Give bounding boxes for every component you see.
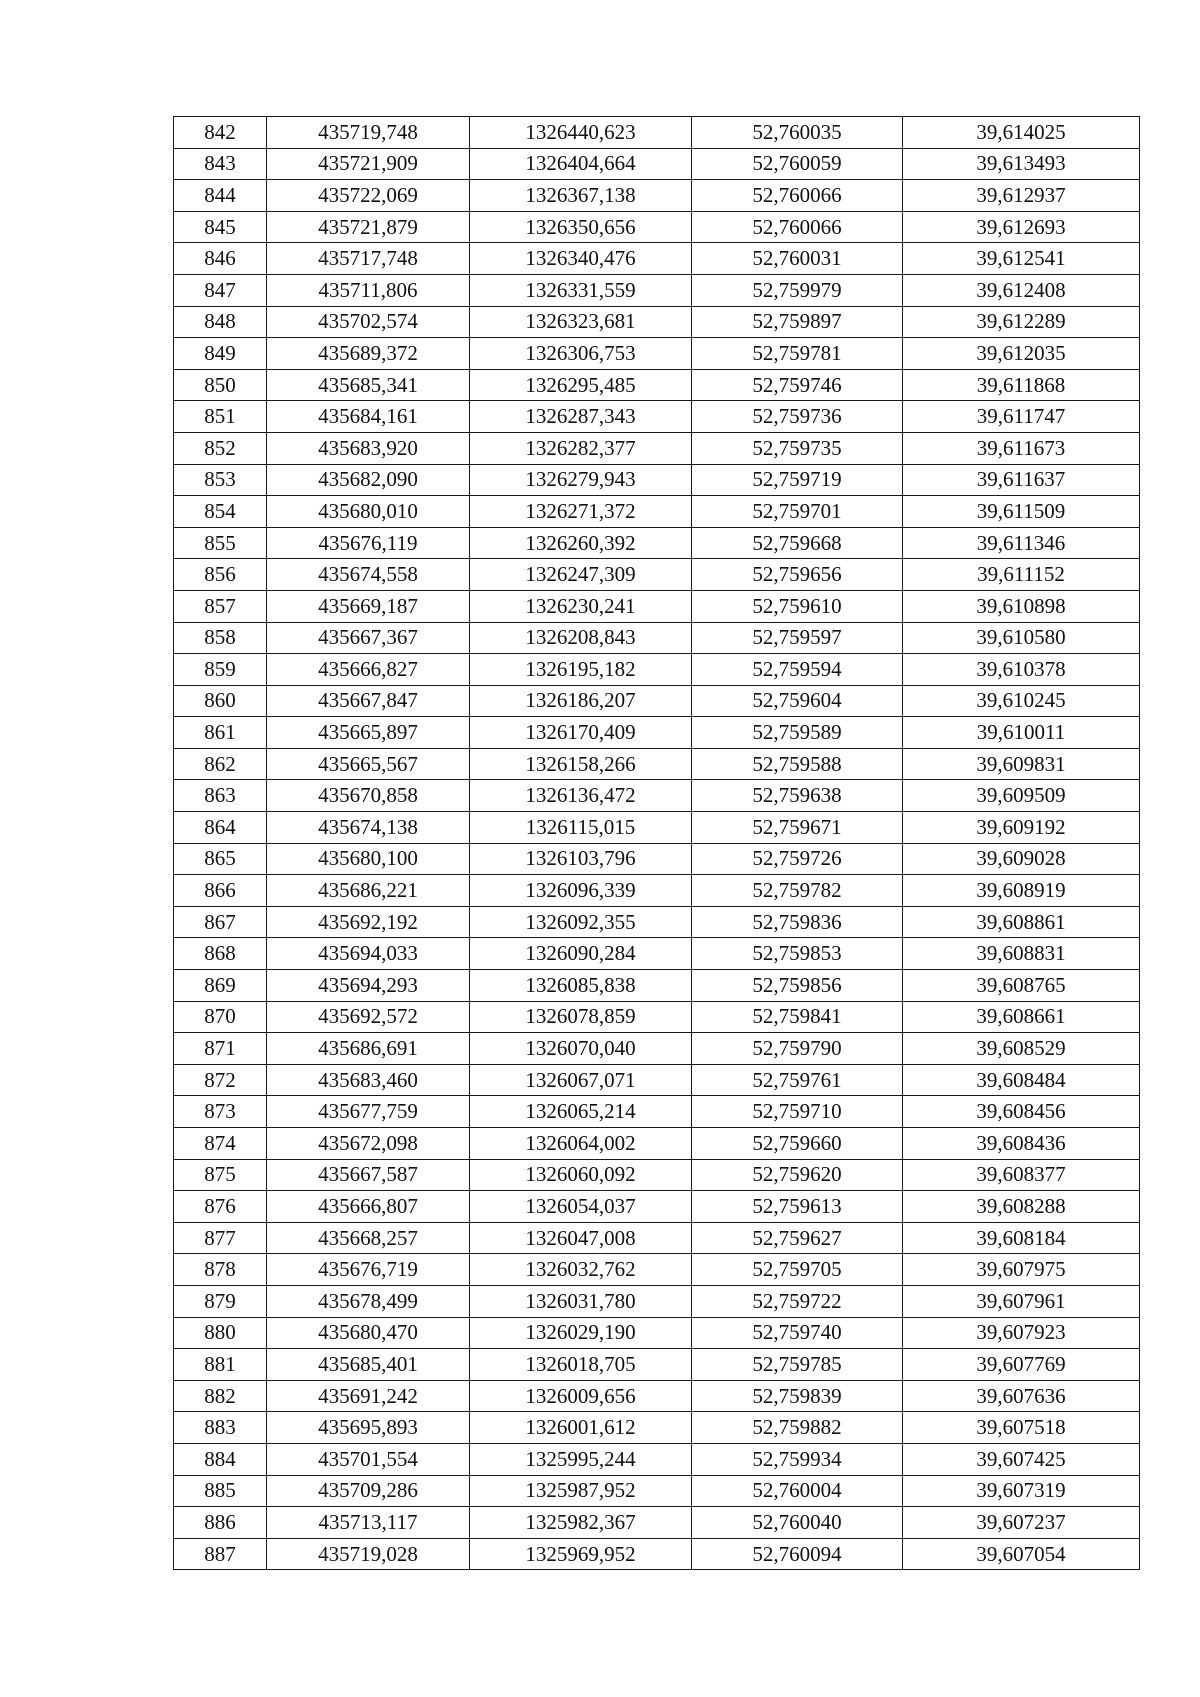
- latitude-cell: 52,759856: [692, 970, 903, 1002]
- x-coordinate-cell: 435665,897: [267, 717, 470, 749]
- longitude-cell: 39,608288: [903, 1191, 1140, 1223]
- longitude-cell: 39,611673: [903, 432, 1140, 464]
- x-coordinate-cell: 435670,858: [267, 780, 470, 812]
- latitude-cell: 52,759736: [692, 401, 903, 433]
- longitude-cell: 39,612693: [903, 211, 1140, 243]
- y-coordinate-cell: 1325995,244: [470, 1443, 692, 1475]
- y-coordinate-cell: 1326367,138: [470, 180, 692, 212]
- latitude-cell: 52,759853: [692, 938, 903, 970]
- point-number-cell: 872: [174, 1064, 267, 1096]
- latitude-cell: 52,759627: [692, 1222, 903, 1254]
- table-row: [174, 401, 1140, 433]
- x-coordinate-cell: 435719,748: [267, 117, 470, 149]
- point-number-cell: 869: [174, 970, 267, 1002]
- x-coordinate-cell: 435709,286: [267, 1475, 470, 1507]
- y-coordinate-cell: 1326067,071: [470, 1064, 692, 1096]
- table-row: [174, 812, 1140, 844]
- longitude-cell: 39,607319: [903, 1475, 1140, 1507]
- longitude-cell: 39,608456: [903, 1096, 1140, 1128]
- table-row: [174, 1254, 1140, 1286]
- y-coordinate-cell: 1326247,309: [470, 559, 692, 591]
- point-number-cell: 853: [174, 464, 267, 496]
- y-coordinate-cell: 1326195,182: [470, 654, 692, 686]
- longitude-cell: 39,612937: [903, 180, 1140, 212]
- y-coordinate-cell: 1326078,859: [470, 1001, 692, 1033]
- longitude-cell: 39,610378: [903, 654, 1140, 686]
- point-number-cell: 864: [174, 812, 267, 844]
- longitude-cell: 39,614025: [903, 117, 1140, 149]
- x-coordinate-cell: 435667,367: [267, 622, 470, 654]
- point-number-cell: 844: [174, 180, 267, 212]
- point-number-cell: 875: [174, 1159, 267, 1191]
- y-coordinate-cell: 1326260,392: [470, 527, 692, 559]
- table-row: [174, 1443, 1140, 1475]
- table-row: [174, 622, 1140, 654]
- y-coordinate-cell: 1326054,037: [470, 1191, 692, 1223]
- latitude-cell: 52,759701: [692, 496, 903, 528]
- point-number-cell: 874: [174, 1128, 267, 1160]
- point-number-cell: 866: [174, 875, 267, 907]
- table-row: [174, 117, 1140, 149]
- latitude-cell: 52,760066: [692, 211, 903, 243]
- x-coordinate-cell: 435669,187: [267, 590, 470, 622]
- latitude-cell: 52,759588: [692, 748, 903, 780]
- latitude-cell: 52,759836: [692, 906, 903, 938]
- longitude-cell: 39,607237: [903, 1507, 1140, 1539]
- latitude-cell: 52,759660: [692, 1128, 903, 1160]
- x-coordinate-cell: 435692,572: [267, 1001, 470, 1033]
- y-coordinate-cell: 1326047,008: [470, 1222, 692, 1254]
- y-coordinate-cell: 1326271,372: [470, 496, 692, 528]
- x-coordinate-cell: 435680,010: [267, 496, 470, 528]
- longitude-cell: 39,610245: [903, 685, 1140, 717]
- latitude-cell: 52,760035: [692, 117, 903, 149]
- table-row: [174, 496, 1140, 528]
- x-coordinate-cell: 435694,293: [267, 970, 470, 1002]
- table-row: [174, 1064, 1140, 1096]
- latitude-cell: 52,759761: [692, 1064, 903, 1096]
- longitude-cell: 39,611868: [903, 369, 1140, 401]
- table-row: [174, 938, 1140, 970]
- longitude-cell: 39,612035: [903, 338, 1140, 370]
- longitude-cell: 39,611509: [903, 496, 1140, 528]
- y-coordinate-cell: 1326350,656: [470, 211, 692, 243]
- y-coordinate-cell: 1326136,472: [470, 780, 692, 812]
- x-coordinate-cell: 435721,909: [267, 148, 470, 180]
- point-number-cell: 881: [174, 1349, 267, 1381]
- point-number-cell: 870: [174, 1001, 267, 1033]
- table-row: [174, 1222, 1140, 1254]
- point-number-cell: 885: [174, 1475, 267, 1507]
- longitude-cell: 39,608861: [903, 906, 1140, 938]
- point-number-cell: 862: [174, 748, 267, 780]
- x-coordinate-cell: 435680,470: [267, 1317, 470, 1349]
- table-row: [174, 590, 1140, 622]
- table-row: [174, 464, 1140, 496]
- x-coordinate-cell: 435676,119: [267, 527, 470, 559]
- point-number-cell: 857: [174, 590, 267, 622]
- y-coordinate-cell: 1326018,705: [470, 1349, 692, 1381]
- y-coordinate-cell: 1326186,207: [470, 685, 692, 717]
- point-number-cell: 856: [174, 559, 267, 591]
- y-coordinate-cell: 1326065,214: [470, 1096, 692, 1128]
- x-coordinate-cell: 435677,759: [267, 1096, 470, 1128]
- y-coordinate-cell: 1325982,367: [470, 1507, 692, 1539]
- x-coordinate-cell: 435672,098: [267, 1128, 470, 1160]
- longitude-cell: 39,612289: [903, 306, 1140, 338]
- x-coordinate-cell: 435721,879: [267, 211, 470, 243]
- coordinates-table: [173, 116, 1140, 1570]
- table-row: [174, 369, 1140, 401]
- latitude-cell: 52,759705: [692, 1254, 903, 1286]
- x-coordinate-cell: 435694,033: [267, 938, 470, 970]
- table-row: [174, 1128, 1140, 1160]
- point-number-cell: 868: [174, 938, 267, 970]
- point-number-cell: 855: [174, 527, 267, 559]
- latitude-cell: 52,759620: [692, 1159, 903, 1191]
- table-row: [174, 1317, 1140, 1349]
- point-number-cell: 873: [174, 1096, 267, 1128]
- x-coordinate-cell: 435686,221: [267, 875, 470, 907]
- longitude-cell: 39,608184: [903, 1222, 1140, 1254]
- latitude-cell: 52,760059: [692, 148, 903, 180]
- latitude-cell: 52,759719: [692, 464, 903, 496]
- latitude-cell: 52,759597: [692, 622, 903, 654]
- point-number-cell: 871: [174, 1033, 267, 1065]
- table-row: [174, 970, 1140, 1002]
- table-row: [174, 1507, 1140, 1539]
- longitude-cell: 39,607975: [903, 1254, 1140, 1286]
- latitude-cell: 52,759656: [692, 559, 903, 591]
- latitude-cell: 52,759604: [692, 685, 903, 717]
- y-coordinate-cell: 1326032,762: [470, 1254, 692, 1286]
- point-number-cell: 851: [174, 401, 267, 433]
- x-coordinate-cell: 435689,372: [267, 338, 470, 370]
- latitude-cell: 52,759638: [692, 780, 903, 812]
- x-coordinate-cell: 435674,138: [267, 812, 470, 844]
- latitude-cell: 52,759897: [692, 306, 903, 338]
- coordinates-table-body: [174, 117, 1140, 1570]
- latitude-cell: 52,759594: [692, 654, 903, 686]
- table-row: [174, 527, 1140, 559]
- table-row: [174, 654, 1140, 686]
- x-coordinate-cell: 435676,719: [267, 1254, 470, 1286]
- longitude-cell: 39,607425: [903, 1443, 1140, 1475]
- longitude-cell: 39,609192: [903, 812, 1140, 844]
- longitude-cell: 39,611637: [903, 464, 1140, 496]
- latitude-cell: 52,759735: [692, 432, 903, 464]
- latitude-cell: 52,760040: [692, 1507, 903, 1539]
- longitude-cell: 39,610580: [903, 622, 1140, 654]
- latitude-cell: 52,759610: [692, 590, 903, 622]
- longitude-cell: 39,608436: [903, 1128, 1140, 1160]
- point-number-cell: 860: [174, 685, 267, 717]
- longitude-cell: 39,611747: [903, 401, 1140, 433]
- x-coordinate-cell: 435722,069: [267, 180, 470, 212]
- point-number-cell: 887: [174, 1538, 267, 1570]
- longitude-cell: 39,607769: [903, 1349, 1140, 1381]
- table-row: [174, 780, 1140, 812]
- table-row: [174, 243, 1140, 275]
- y-coordinate-cell: 1325969,952: [470, 1538, 692, 1570]
- latitude-cell: 52,759790: [692, 1033, 903, 1065]
- table-row: [174, 1001, 1140, 1033]
- x-coordinate-cell: 435702,574: [267, 306, 470, 338]
- table-row: [174, 338, 1140, 370]
- y-coordinate-cell: 1326295,485: [470, 369, 692, 401]
- longitude-cell: 39,608661: [903, 1001, 1140, 1033]
- x-coordinate-cell: 435685,341: [267, 369, 470, 401]
- longitude-cell: 39,609509: [903, 780, 1140, 812]
- y-coordinate-cell: 1326282,377: [470, 432, 692, 464]
- x-coordinate-cell: 435713,117: [267, 1507, 470, 1539]
- latitude-cell: 52,759841: [692, 1001, 903, 1033]
- x-coordinate-cell: 435667,847: [267, 685, 470, 717]
- x-coordinate-cell: 435684,161: [267, 401, 470, 433]
- latitude-cell: 52,759722: [692, 1285, 903, 1317]
- longitude-cell: 39,608765: [903, 970, 1140, 1002]
- longitude-cell: 39,612408: [903, 274, 1140, 306]
- point-number-cell: 854: [174, 496, 267, 528]
- y-coordinate-cell: 1326230,241: [470, 590, 692, 622]
- y-coordinate-cell: 1326279,943: [470, 464, 692, 496]
- x-coordinate-cell: 435667,587: [267, 1159, 470, 1191]
- latitude-cell: 52,759746: [692, 369, 903, 401]
- table-row: [174, 1475, 1140, 1507]
- point-number-cell: 882: [174, 1380, 267, 1412]
- latitude-cell: 52,759613: [692, 1191, 903, 1223]
- table-row: [174, 875, 1140, 907]
- x-coordinate-cell: 435665,567: [267, 748, 470, 780]
- latitude-cell: 52,759979: [692, 274, 903, 306]
- point-number-cell: 867: [174, 906, 267, 938]
- y-coordinate-cell: 1326306,753: [470, 338, 692, 370]
- x-coordinate-cell: 435691,242: [267, 1380, 470, 1412]
- longitude-cell: 39,608831: [903, 938, 1140, 970]
- latitude-cell: 52,759726: [692, 843, 903, 875]
- latitude-cell: 52,759671: [692, 812, 903, 844]
- table-row: [174, 717, 1140, 749]
- x-coordinate-cell: 435668,257: [267, 1222, 470, 1254]
- point-number-cell: 884: [174, 1443, 267, 1475]
- latitude-cell: 52,759589: [692, 717, 903, 749]
- x-coordinate-cell: 435678,499: [267, 1285, 470, 1317]
- point-number-cell: 880: [174, 1317, 267, 1349]
- point-number-cell: 846: [174, 243, 267, 275]
- longitude-cell: 39,608484: [903, 1064, 1140, 1096]
- table-row: [174, 1033, 1140, 1065]
- y-coordinate-cell: 1326009,656: [470, 1380, 692, 1412]
- latitude-cell: 52,759934: [692, 1443, 903, 1475]
- longitude-cell: 39,611346: [903, 527, 1140, 559]
- table-row: [174, 685, 1140, 717]
- point-number-cell: 883: [174, 1412, 267, 1444]
- latitude-cell: 52,760004: [692, 1475, 903, 1507]
- y-coordinate-cell: 1326331,559: [470, 274, 692, 306]
- y-coordinate-cell: 1326096,339: [470, 875, 692, 907]
- x-coordinate-cell: 435695,893: [267, 1412, 470, 1444]
- x-coordinate-cell: 435685,401: [267, 1349, 470, 1381]
- point-number-cell: 842: [174, 117, 267, 149]
- y-coordinate-cell: 1326064,002: [470, 1128, 692, 1160]
- table-row: [174, 1412, 1140, 1444]
- longitude-cell: 39,609831: [903, 748, 1140, 780]
- latitude-cell: 52,759740: [692, 1317, 903, 1349]
- latitude-cell: 52,760066: [692, 180, 903, 212]
- x-coordinate-cell: 435692,192: [267, 906, 470, 938]
- x-coordinate-cell: 435683,920: [267, 432, 470, 464]
- longitude-cell: 39,608529: [903, 1033, 1140, 1065]
- point-number-cell: 879: [174, 1285, 267, 1317]
- point-number-cell: 849: [174, 338, 267, 370]
- table-row: [174, 306, 1140, 338]
- longitude-cell: 39,607054: [903, 1538, 1140, 1570]
- longitude-cell: 39,609028: [903, 843, 1140, 875]
- y-coordinate-cell: 1326404,664: [470, 148, 692, 180]
- y-coordinate-cell: 1326287,343: [470, 401, 692, 433]
- latitude-cell: 52,759668: [692, 527, 903, 559]
- y-coordinate-cell: 1326170,409: [470, 717, 692, 749]
- point-number-cell: 877: [174, 1222, 267, 1254]
- latitude-cell: 52,759782: [692, 875, 903, 907]
- x-coordinate-cell: 435666,807: [267, 1191, 470, 1223]
- x-coordinate-cell: 435701,554: [267, 1443, 470, 1475]
- x-coordinate-cell: 435674,558: [267, 559, 470, 591]
- table-row: [174, 1191, 1140, 1223]
- x-coordinate-cell: 435666,827: [267, 654, 470, 686]
- longitude-cell: 39,613493: [903, 148, 1140, 180]
- y-coordinate-cell: 1326001,612: [470, 1412, 692, 1444]
- latitude-cell: 52,760094: [692, 1538, 903, 1570]
- table-row: [174, 180, 1140, 212]
- table-row: [174, 843, 1140, 875]
- latitude-cell: 52,759710: [692, 1096, 903, 1128]
- point-number-cell: 865: [174, 843, 267, 875]
- point-number-cell: 848: [174, 306, 267, 338]
- x-coordinate-cell: 435682,090: [267, 464, 470, 496]
- y-coordinate-cell: 1326115,015: [470, 812, 692, 844]
- point-number-cell: 886: [174, 1507, 267, 1539]
- latitude-cell: 52,760031: [692, 243, 903, 275]
- latitude-cell: 52,759781: [692, 338, 903, 370]
- point-number-cell: 852: [174, 432, 267, 464]
- y-coordinate-cell: 1326090,284: [470, 938, 692, 970]
- point-number-cell: 843: [174, 148, 267, 180]
- point-number-cell: 859: [174, 654, 267, 686]
- point-number-cell: 847: [174, 274, 267, 306]
- latitude-cell: 52,759785: [692, 1349, 903, 1381]
- longitude-cell: 39,610898: [903, 590, 1140, 622]
- x-coordinate-cell: 435711,806: [267, 274, 470, 306]
- point-number-cell: 861: [174, 717, 267, 749]
- latitude-cell: 52,759882: [692, 1412, 903, 1444]
- longitude-cell: 39,607923: [903, 1317, 1140, 1349]
- longitude-cell: 39,607636: [903, 1380, 1140, 1412]
- point-number-cell: 878: [174, 1254, 267, 1286]
- y-coordinate-cell: 1326340,476: [470, 243, 692, 275]
- longitude-cell: 39,611152: [903, 559, 1140, 591]
- x-coordinate-cell: 435719,028: [267, 1538, 470, 1570]
- x-coordinate-cell: 435717,748: [267, 243, 470, 275]
- y-coordinate-cell: 1326029,190: [470, 1317, 692, 1349]
- y-coordinate-cell: 1326323,681: [470, 306, 692, 338]
- point-number-cell: 845: [174, 211, 267, 243]
- y-coordinate-cell: 1325987,952: [470, 1475, 692, 1507]
- table-row: [174, 906, 1140, 938]
- longitude-cell: 39,607518: [903, 1412, 1140, 1444]
- table-row: [174, 1096, 1140, 1128]
- y-coordinate-cell: 1326085,838: [470, 970, 692, 1002]
- table-row: [174, 274, 1140, 306]
- y-coordinate-cell: 1326208,843: [470, 622, 692, 654]
- point-number-cell: 863: [174, 780, 267, 812]
- latitude-cell: 52,759839: [692, 1380, 903, 1412]
- point-number-cell: 876: [174, 1191, 267, 1223]
- longitude-cell: 39,608377: [903, 1159, 1140, 1191]
- table-row: [174, 748, 1140, 780]
- point-number-cell: 858: [174, 622, 267, 654]
- y-coordinate-cell: 1326440,623: [470, 117, 692, 149]
- table-row: [174, 1159, 1140, 1191]
- y-coordinate-cell: 1326103,796: [470, 843, 692, 875]
- table-row: [174, 432, 1140, 464]
- table-row: [174, 1349, 1140, 1381]
- y-coordinate-cell: 1326158,266: [470, 748, 692, 780]
- x-coordinate-cell: 435680,100: [267, 843, 470, 875]
- point-number-cell: 850: [174, 369, 267, 401]
- x-coordinate-cell: 435683,460: [267, 1064, 470, 1096]
- y-coordinate-cell: 1326070,040: [470, 1033, 692, 1065]
- y-coordinate-cell: 1326060,092: [470, 1159, 692, 1191]
- x-coordinate-cell: 435686,691: [267, 1033, 470, 1065]
- table-row: [174, 1285, 1140, 1317]
- table-row: [174, 1380, 1140, 1412]
- y-coordinate-cell: 1326092,355: [470, 906, 692, 938]
- longitude-cell: 39,607961: [903, 1285, 1140, 1317]
- longitude-cell: 39,608919: [903, 875, 1140, 907]
- longitude-cell: 39,612541: [903, 243, 1140, 275]
- table-row: [174, 211, 1140, 243]
- y-coordinate-cell: 1326031,780: [470, 1285, 692, 1317]
- table-row: [174, 559, 1140, 591]
- longitude-cell: 39,610011: [903, 717, 1140, 749]
- table-row: [174, 1538, 1140, 1570]
- table-row: [174, 148, 1140, 180]
